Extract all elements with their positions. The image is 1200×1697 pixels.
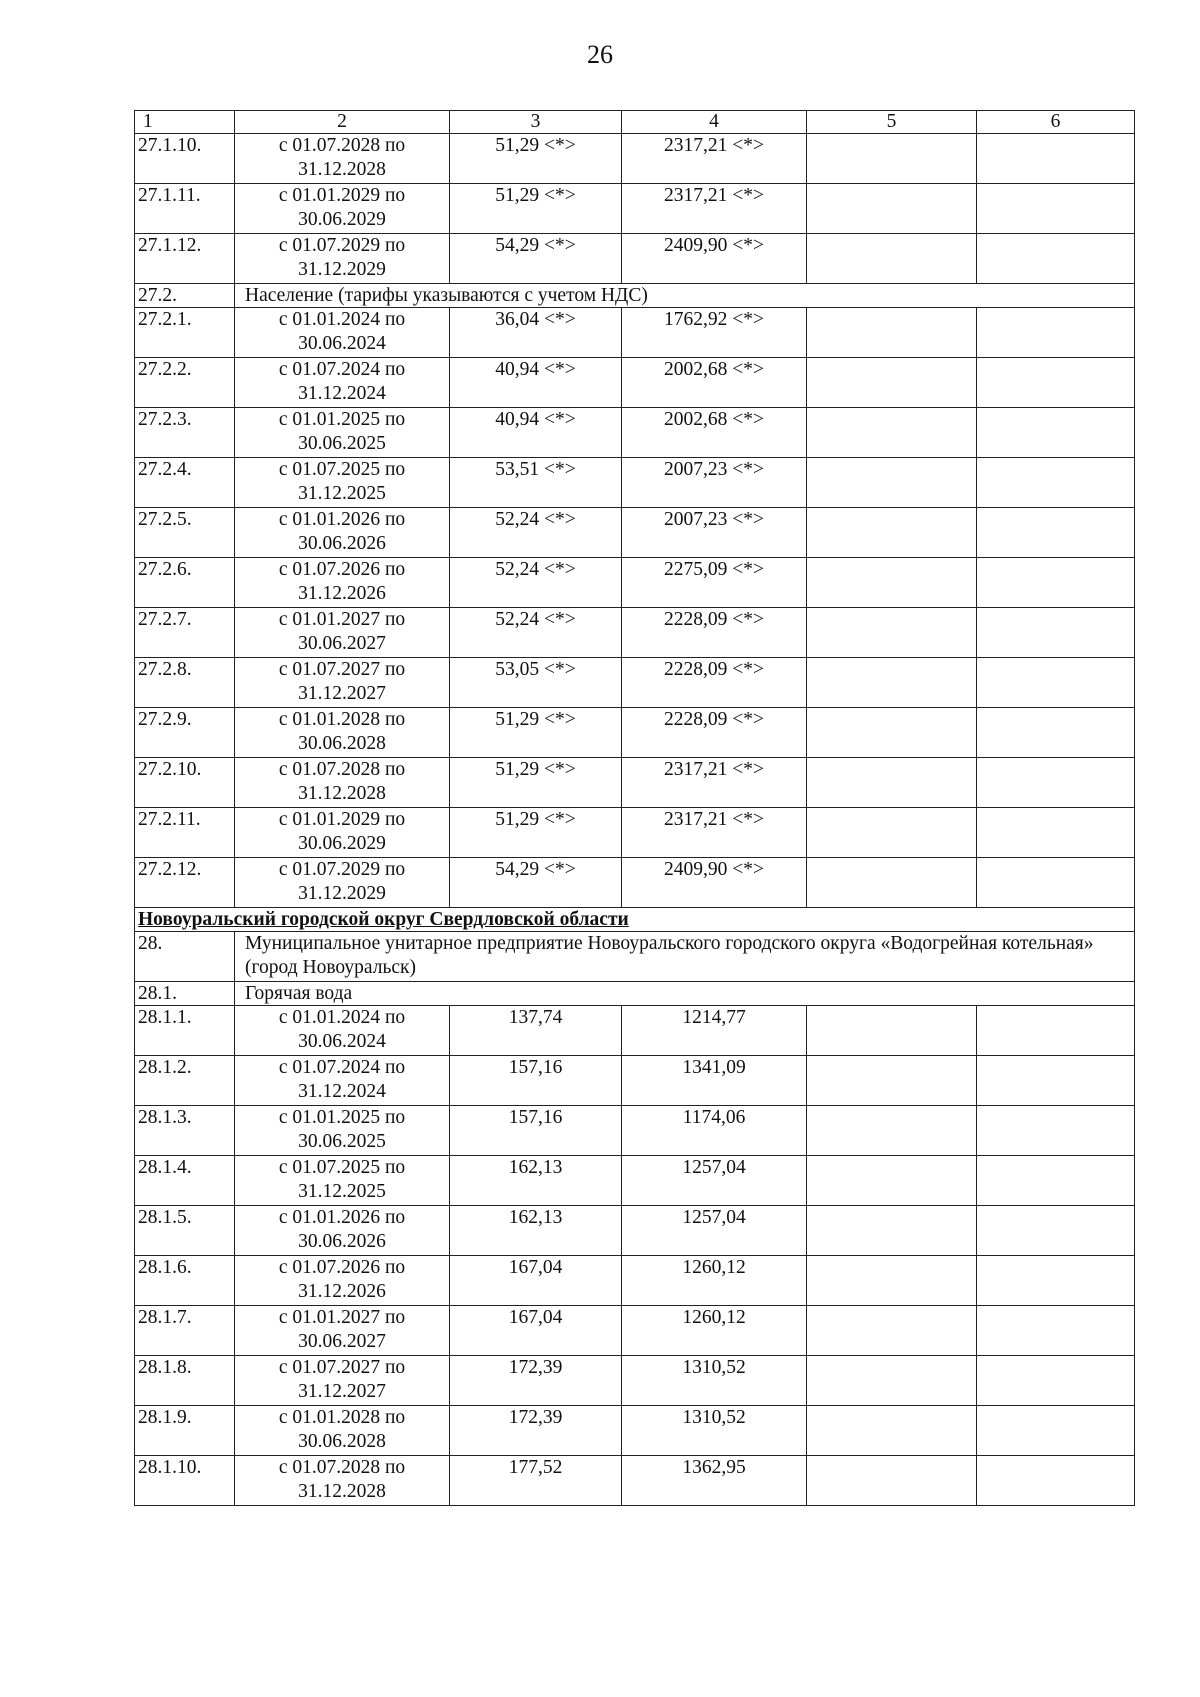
period-from: с 01.01.2029 по (278, 809, 406, 830)
table-row (135, 658, 1135, 708)
period-to: 31.12.2025 (298, 1181, 386, 1202)
row-number-cell: 27.2.5. (135, 508, 235, 558)
period-from: с 01.01.2027 по (278, 1307, 406, 1328)
tariff-cell-col4: 1341,09 (622, 1056, 807, 1106)
empty-cell-col6 (977, 658, 1135, 708)
row-number-cell: 27.2.6. (135, 558, 235, 608)
tariff-cell-col4: 1257,04 (622, 1206, 807, 1256)
tariff-cell-col4: 1174,06 (622, 1106, 807, 1156)
empty-cell-col6 (977, 184, 1135, 234)
tariff-cell-col3: 167,04 (450, 1256, 622, 1306)
period-from: с 01.01.2027 по (278, 609, 406, 630)
table-row (135, 608, 1135, 658)
period-from: с 01.07.2026 по (278, 1257, 406, 1278)
period-cell (235, 1156, 450, 1206)
table-row (135, 308, 1135, 358)
tariff-cell-col3: 54,29 <*> (450, 858, 622, 908)
tariff-cell-col3: 172,39 (450, 1406, 622, 1456)
tariff-cell-col4: 2007,23 <*> (622, 508, 807, 558)
tariff-cell-col4: 2007,23 <*> (622, 458, 807, 508)
empty-cell-col6 (977, 758, 1135, 808)
tariff-cell-col3: 167,04 (450, 1306, 622, 1356)
period-cell (235, 658, 450, 708)
empty-cell-col5 (807, 508, 977, 558)
empty-cell-col5 (807, 408, 977, 458)
row-number-cell: 28. (135, 932, 235, 982)
table-row (135, 858, 1135, 908)
tariff-table (134, 110, 1135, 1506)
table-row (135, 1106, 1135, 1156)
period-from: с 01.01.2026 по (278, 509, 406, 530)
table-row (135, 708, 1135, 758)
table-row (135, 234, 1135, 284)
tariff-cell-col3: 157,16 (450, 1106, 622, 1156)
period-from: с 01.01.2024 по (278, 1007, 406, 1028)
tariff-cell-col4: 1257,04 (622, 1156, 807, 1206)
column-header-3: 3 (450, 111, 622, 134)
empty-cell-col6 (977, 408, 1135, 458)
row-number-cell: 28.1.10. (135, 1456, 235, 1506)
empty-cell-col5 (807, 134, 977, 184)
table-row (135, 1256, 1135, 1306)
period-cell (235, 508, 450, 558)
period-to: 30.06.2027 (298, 633, 386, 654)
row-number-cell: 27.2.4. (135, 458, 235, 508)
period-from: с 01.07.2026 по (278, 559, 406, 580)
table-row (135, 1056, 1135, 1106)
empty-cell-col6 (977, 1356, 1135, 1406)
column-header-2: 2 (235, 111, 450, 134)
period-from: с 01.07.2029 по (278, 235, 406, 256)
tariff-cell-col4: 2228,09 <*> (622, 658, 807, 708)
organization-row (135, 932, 1135, 982)
empty-cell-col6 (977, 234, 1135, 284)
row-number-cell: 27.2.1. (135, 308, 235, 358)
empty-cell-col5 (807, 458, 977, 508)
tariff-cell-col4: 2002,68 <*> (622, 358, 807, 408)
row-number-cell: 28.1.2. (135, 1056, 235, 1106)
period-to: 31.12.2024 (298, 383, 386, 404)
row-number-cell: 27.2.8. (135, 658, 235, 708)
empty-cell-col6 (977, 558, 1135, 608)
period-to: 31.12.2028 (298, 1481, 386, 1502)
period-from: с 01.01.2026 по (278, 1207, 406, 1228)
period-to: 31.12.2029 (298, 883, 386, 904)
table-row (135, 358, 1135, 408)
period-from: с 01.01.2025 по (278, 1107, 406, 1128)
period-to: 30.06.2027 (298, 1331, 386, 1352)
empty-cell-col5 (807, 1406, 977, 1456)
empty-cell-col5 (807, 608, 977, 658)
tariff-cell-col3: 51,29 <*> (450, 184, 622, 234)
tariff-cell-col3: 51,29 <*> (450, 134, 622, 184)
tariff-cell-col3: 51,29 <*> (450, 808, 622, 858)
empty-cell-col5 (807, 234, 977, 284)
period-from: с 01.01.2028 по (278, 709, 406, 730)
tariff-cell-col4: 2317,21 <*> (622, 758, 807, 808)
period-to: 31.12.2025 (298, 483, 386, 504)
table-row (135, 1156, 1135, 1206)
empty-cell-col5 (807, 308, 977, 358)
table-row (135, 808, 1135, 858)
row-number-cell: 28.1.4. (135, 1156, 235, 1206)
tariff-cell-col4: 2275,09 <*> (622, 558, 807, 608)
period-cell (235, 1206, 450, 1256)
empty-cell-col6 (977, 1406, 1135, 1456)
tariff-cell-col3: 51,29 <*> (450, 708, 622, 758)
period-cell (235, 758, 450, 808)
period-to: 31.12.2024 (298, 1081, 386, 1102)
tariff-cell-col4: 2002,68 <*> (622, 408, 807, 458)
period-to: 31.12.2027 (298, 683, 386, 704)
period-from: с 01.01.2025 по (278, 409, 406, 430)
period-from: с 01.01.2029 по (278, 185, 406, 206)
period-to: 30.06.2028 (298, 1431, 386, 1452)
tariff-cell-col4: 1214,77 (622, 1006, 807, 1056)
tariff-cell-col4: 1310,52 (622, 1356, 807, 1406)
row-number-cell: 28.1.6. (135, 1256, 235, 1306)
period-to: 31.12.2027 (298, 1381, 386, 1402)
period-cell (235, 608, 450, 658)
empty-cell-col6 (977, 1006, 1135, 1056)
period-from: с 01.07.2024 по (278, 359, 406, 380)
column-header-6: 6 (977, 111, 1135, 134)
period-to: 30.06.2024 (298, 333, 386, 354)
tariff-cell-col4: 2409,90 <*> (622, 234, 807, 284)
table-row (135, 1456, 1135, 1506)
table-row (135, 758, 1135, 808)
column-header-1: 1 (135, 111, 235, 134)
row-number-cell: 28.1.3. (135, 1106, 235, 1156)
tariff-cell-col4: 1260,12 (622, 1306, 807, 1356)
period-cell (235, 708, 450, 758)
period-to: 31.12.2026 (298, 583, 386, 604)
tariff-cell-col3: 52,24 <*> (450, 508, 622, 558)
period-to: 31.12.2026 (298, 1281, 386, 1302)
empty-cell-col5 (807, 1306, 977, 1356)
empty-cell-col5 (807, 1006, 977, 1056)
tariff-cell-col4: 2317,21 <*> (622, 808, 807, 858)
period-cell (235, 1456, 450, 1506)
empty-cell-col6 (977, 508, 1135, 558)
tariff-cell-col4: 2409,90 <*> (622, 858, 807, 908)
table-row (135, 1306, 1135, 1356)
empty-cell-col6 (977, 1456, 1135, 1506)
table-row (135, 1206, 1135, 1256)
period-cell (235, 134, 450, 184)
empty-cell-col6 (977, 808, 1135, 858)
empty-cell-col5 (807, 358, 977, 408)
empty-cell-col6 (977, 1306, 1135, 1356)
period-to: 30.06.2026 (298, 533, 386, 554)
period-to: 30.06.2025 (298, 433, 386, 454)
column-header-5: 5 (807, 111, 977, 134)
row-number-cell: 27.1.10. (135, 134, 235, 184)
row-number-cell: 27.2. (135, 284, 235, 308)
empty-cell-col5 (807, 658, 977, 708)
period-from: с 01.01.2024 по (278, 309, 406, 330)
table-row (135, 1006, 1135, 1056)
period-cell (235, 358, 450, 408)
category-row-label: Горячая вода (235, 982, 1135, 1006)
empty-cell-col6 (977, 1106, 1135, 1156)
tariff-cell-col4: 1260,12 (622, 1256, 807, 1306)
period-cell (235, 1356, 450, 1406)
period-from: с 01.07.2029 по (278, 859, 406, 880)
category-row (135, 982, 1135, 1006)
empty-cell-col5 (807, 184, 977, 234)
tariff-cell-col3: 162,13 (450, 1156, 622, 1206)
table-row (135, 508, 1135, 558)
period-from: с 01.01.2028 по (278, 1407, 406, 1428)
tariff-cell-col4: 1362,95 (622, 1456, 807, 1506)
empty-cell-col6 (977, 458, 1135, 508)
period-to: 30.06.2026 (298, 1231, 386, 1252)
period-to: 30.06.2028 (298, 733, 386, 754)
row-number-cell: 28.1.5. (135, 1206, 235, 1256)
empty-cell-col5 (807, 1256, 977, 1306)
period-cell (235, 234, 450, 284)
tariff-cell-col3: 137,74 (450, 1006, 622, 1056)
tariff-cell-col3: 53,05 <*> (450, 658, 622, 708)
period-cell (235, 1256, 450, 1306)
table-row (135, 558, 1135, 608)
period-from: с 01.07.2028 по (278, 759, 406, 780)
row-number-cell: 27.2.11. (135, 808, 235, 858)
period-from: с 01.07.2028 по (278, 135, 406, 156)
category-row-label: Население (тарифы указываются с учетом НДС) (235, 284, 1135, 308)
tariff-cell-col3: 54,29 <*> (450, 234, 622, 284)
row-number-cell: 27.2.7. (135, 608, 235, 658)
row-number-cell: 27.2.2. (135, 358, 235, 408)
period-to: 31.12.2029 (298, 259, 386, 280)
table-row (135, 184, 1135, 234)
row-number-cell: 27.2.12. (135, 858, 235, 908)
empty-cell-col5 (807, 708, 977, 758)
period-from: с 01.07.2025 по (278, 1157, 406, 1178)
tariff-cell-col4: 2228,09 <*> (622, 708, 807, 758)
page-number: 26 (587, 40, 613, 69)
period-cell (235, 1106, 450, 1156)
tariff-cell-col3: 51,29 <*> (450, 758, 622, 808)
table-row (135, 408, 1135, 458)
row-number-cell: 28.1. (135, 982, 235, 1006)
tariff-cell-col3: 172,39 (450, 1356, 622, 1406)
region-heading: Новоуральский городской округ Свердловской области (135, 908, 1135, 932)
period-from: с 01.07.2025 по (278, 459, 406, 480)
empty-cell-col5 (807, 858, 977, 908)
empty-cell-col6 (977, 134, 1135, 184)
period-cell (235, 858, 450, 908)
period-to: 31.12.2028 (298, 783, 386, 804)
row-number-cell: 27.2.9. (135, 708, 235, 758)
row-number-cell: 27.2.3. (135, 408, 235, 458)
tariff-cell-col3: 53,51 <*> (450, 458, 622, 508)
tariff-cell-col3: 52,24 <*> (450, 558, 622, 608)
tariff-cell-col3: 177,52 (450, 1456, 622, 1506)
row-number-cell: 28.1.8. (135, 1356, 235, 1406)
tariff-cell-col3: 40,94 <*> (450, 358, 622, 408)
tariff-cell-col4: 1762,92 <*> (622, 308, 807, 358)
empty-cell-col5 (807, 1456, 977, 1506)
tariff-cell-col4: 2317,21 <*> (622, 134, 807, 184)
row-number-cell: 27.2.10. (135, 758, 235, 808)
period-to: 31.12.2028 (298, 159, 386, 180)
period-cell (235, 808, 450, 858)
tariff-cell-col3: 157,16 (450, 1056, 622, 1106)
empty-cell-col5 (807, 558, 977, 608)
period-cell (235, 1056, 450, 1106)
tariff-cell-col4: 1310,52 (622, 1406, 807, 1456)
empty-cell-col6 (977, 858, 1135, 908)
empty-cell-col5 (807, 1356, 977, 1406)
tariff-cell-col3: 40,94 <*> (450, 408, 622, 458)
tariff-cell-col4: 2228,09 <*> (622, 608, 807, 658)
empty-cell-col5 (807, 1056, 977, 1106)
empty-cell-col5 (807, 758, 977, 808)
period-from: с 01.07.2027 по (278, 1357, 406, 1378)
empty-cell-col5 (807, 808, 977, 858)
period-cell (235, 184, 450, 234)
period-to: 30.06.2024 (298, 1031, 386, 1052)
row-number-cell: 28.1.7. (135, 1306, 235, 1356)
empty-cell-col5 (807, 1156, 977, 1206)
period-cell (235, 1406, 450, 1456)
empty-cell-col6 (977, 1056, 1135, 1106)
table-row (135, 458, 1135, 508)
period-cell (235, 458, 450, 508)
table-row (135, 1406, 1135, 1456)
empty-cell-col6 (977, 708, 1135, 758)
period-cell (235, 1006, 450, 1056)
column-number-row (135, 111, 1135, 134)
tariff-cell-col3: 36,04 <*> (450, 308, 622, 358)
period-from: с 01.07.2027 по (278, 659, 406, 680)
period-to: 30.06.2029 (298, 833, 386, 854)
period-cell (235, 408, 450, 458)
period-cell (235, 1306, 450, 1356)
empty-cell-col6 (977, 1256, 1135, 1306)
tariff-cell-col3: 162,13 (450, 1206, 622, 1256)
empty-cell-col6 (977, 1156, 1135, 1206)
period-from: с 01.07.2024 по (278, 1057, 406, 1078)
period-to: 30.06.2025 (298, 1131, 386, 1152)
table-row (135, 1356, 1135, 1406)
period-cell (235, 308, 450, 358)
row-number-cell: 28.1.1. (135, 1006, 235, 1056)
empty-cell-col5 (807, 1206, 977, 1256)
empty-cell-col6 (977, 308, 1135, 358)
empty-cell-col6 (977, 358, 1135, 408)
organization-row-label: Муниципальное унитарное предприятие Новоуральского городского округа «Водогрейная котельная» (город Новоуральск) (235, 932, 1135, 982)
row-number-cell: 27.1.12. (135, 234, 235, 284)
period-to: 30.06.2029 (298, 209, 386, 230)
category-row (135, 284, 1135, 308)
region-row (135, 908, 1135, 932)
period-cell (235, 558, 450, 608)
table-row (135, 134, 1135, 184)
empty-cell-col5 (807, 1106, 977, 1156)
row-number-cell: 28.1.9. (135, 1406, 235, 1456)
empty-cell-col6 (977, 1206, 1135, 1256)
tariff-cell-col3: 52,24 <*> (450, 608, 622, 658)
empty-cell-col6 (977, 608, 1135, 658)
column-header-4: 4 (622, 111, 807, 134)
row-number-cell: 27.1.11. (135, 184, 235, 234)
tariff-cell-col4: 2317,21 <*> (622, 184, 807, 234)
period-from: с 01.07.2028 по (278, 1457, 406, 1478)
